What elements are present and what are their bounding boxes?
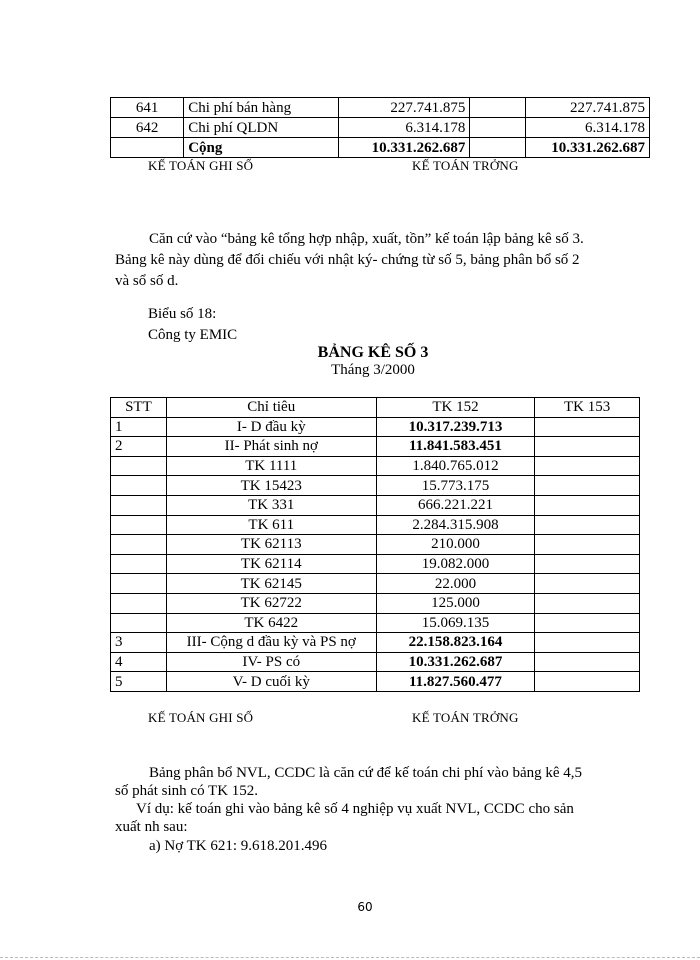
chi-tieu-cell: TK 62722 xyxy=(166,593,376,613)
table-header-row xyxy=(111,398,640,418)
stt-cell xyxy=(111,613,167,633)
chi-tieu-cell: IV- PS có xyxy=(166,652,376,672)
stt-cell xyxy=(111,574,167,594)
total-cell: 10.331.262.687 xyxy=(525,138,649,158)
chi-tieu-cell: TK 62145 xyxy=(166,574,376,594)
table-row xyxy=(111,118,650,138)
tk152-cell: 22.000 xyxy=(376,574,535,594)
paragraph-line: a) Nợ TK 621: 9.618.201.496 xyxy=(149,838,328,854)
chi-tieu-cell: TK 62114 xyxy=(166,554,376,574)
chi-tieu-cell: III- Cộng d đầu kỳ và PS nợ xyxy=(166,633,376,653)
amount-cell: 6.314.178 xyxy=(339,118,470,138)
tk152-cell: 15.069.135 xyxy=(376,613,535,633)
empty-cell xyxy=(470,118,525,138)
tk152-cell: 19.082.000 xyxy=(376,554,535,574)
tk152-cell: 1.840.765.012 xyxy=(376,456,535,476)
chi-tieu-cell: TK 6422 xyxy=(166,613,376,633)
tk152-cell: 2.284.315.908 xyxy=(376,515,535,535)
paragraph-line: Bảng kê này dùng để đối chiếu với nhật ký- chứng từ số 5, bảng phân bổ số 2 xyxy=(115,252,580,268)
stt-cell: 1 xyxy=(111,417,167,437)
report-title: BẢNG KÊ SỐ 3 xyxy=(317,344,429,361)
tk153-cell xyxy=(535,456,640,476)
account-name: Chi phí bán hàng xyxy=(184,98,339,118)
chi-tieu-cell: I- D đầu kỳ xyxy=(166,417,376,437)
tk153-cell xyxy=(535,652,640,672)
account-code: 641 xyxy=(111,98,184,118)
header-tk152: TK 152 xyxy=(376,398,535,418)
tk153-cell xyxy=(535,476,640,496)
stt-cell: 2 xyxy=(111,437,167,457)
signature-bookkeeper: KẾ TOÁN GHI SỔ xyxy=(148,158,254,173)
chi-tieu-cell: TK 611 xyxy=(166,515,376,535)
table-row xyxy=(111,593,640,613)
form-number-label: Biểu số 18: xyxy=(148,306,217,322)
tk153-cell xyxy=(535,437,640,457)
table-row xyxy=(111,613,640,633)
tk152-cell: 10.331.262.687 xyxy=(376,652,535,672)
tk152-cell: 15.773.175 xyxy=(376,476,535,496)
tk152-cell: 210.000 xyxy=(376,535,535,555)
table-row xyxy=(111,495,640,515)
paragraph-line: và sổ số d. xyxy=(115,273,179,289)
total-cell: 6.314.178 xyxy=(525,118,649,138)
page-number: 60 xyxy=(357,900,373,914)
table-row xyxy=(111,574,640,594)
chi-tieu-cell: TK 15423 xyxy=(166,476,376,496)
tk152-cell: 22.158.823.164 xyxy=(376,633,535,653)
paragraph-line: Căn cứ vào “bảng kê tổng hợp nhập, xuất, tồn” kế toán lập bảng kê số 3. xyxy=(149,231,584,247)
stt-cell xyxy=(111,515,167,535)
empty-cell xyxy=(470,98,525,118)
tk153-cell xyxy=(535,574,640,594)
tk152-cell: 125.000 xyxy=(376,593,535,613)
stt-cell xyxy=(111,456,167,476)
tk152-cell: 10.317.239.713 xyxy=(376,417,535,437)
page-bottom-divider xyxy=(0,957,700,958)
stt-cell xyxy=(111,535,167,555)
company-name: Công ty EMIC xyxy=(148,327,238,343)
stt-cell: 4 xyxy=(111,652,167,672)
stt-cell xyxy=(111,554,167,574)
amount-cell: 10.331.262.687 xyxy=(339,138,470,158)
tk152-cell: 11.827.560.477 xyxy=(376,672,535,692)
signature-chief-accountant: KẾ TOÁN TRỞNG xyxy=(412,158,519,173)
stt-cell xyxy=(111,476,167,496)
chi-tieu-cell: TK 331 xyxy=(166,495,376,515)
signature-bookkeeper: KẾ TOÁN GHI SỔ xyxy=(148,710,254,725)
tk153-cell xyxy=(535,515,640,535)
table-row xyxy=(111,437,640,457)
table-row xyxy=(111,672,640,692)
report-subtitle: Tháng 3/2000 xyxy=(331,362,415,378)
table-row xyxy=(111,98,650,118)
chi-tieu-cell: TK 1111 xyxy=(166,456,376,476)
tk153-cell xyxy=(535,593,640,613)
tk152-cell: 11.841.583.451 xyxy=(376,437,535,457)
amount-cell: 227.741.875 xyxy=(339,98,470,118)
paragraph-line: số phát sinh có TK 152. xyxy=(115,783,259,799)
table-row xyxy=(111,417,640,437)
tk152-cell: 666.221.221 xyxy=(376,495,535,515)
account-code xyxy=(111,138,184,158)
table-row xyxy=(111,476,640,496)
paragraph-line: xuất nh sau: xyxy=(115,819,188,835)
header-stt: STT xyxy=(111,398,167,418)
table-row xyxy=(111,554,640,574)
tk153-cell xyxy=(535,633,640,653)
table-row xyxy=(111,515,640,535)
stt-cell xyxy=(111,495,167,515)
table-row xyxy=(111,535,640,555)
stt-cell: 3 xyxy=(111,633,167,653)
tk153-cell xyxy=(535,417,640,437)
chi-tieu-cell: TK 62113 xyxy=(166,535,376,555)
stt-cell: 5 xyxy=(111,672,167,692)
tk153-cell xyxy=(535,495,640,515)
header-tk153: TK 153 xyxy=(535,398,640,418)
empty-cell xyxy=(470,138,525,158)
signature-chief-accountant: KẾ TOÁN TRỞNG xyxy=(412,710,519,725)
stt-cell xyxy=(111,593,167,613)
header-chi-tieu: Chỉ tiêu xyxy=(166,398,376,418)
tk153-cell xyxy=(535,672,640,692)
account-code: 642 xyxy=(111,118,184,138)
tk153-cell xyxy=(535,535,640,555)
tk153-cell xyxy=(535,554,640,574)
paragraph-line: Ví dụ: kế toán ghi vào bảng kê số 4 nghiệp vụ xuất NVL, CCDC cho sản xyxy=(136,801,574,817)
tk153-cell xyxy=(535,613,640,633)
table-row-total xyxy=(111,138,650,158)
chi-tieu-cell: II- Phát sinh nợ xyxy=(166,437,376,457)
inventory-table xyxy=(110,397,640,692)
account-name: Cộng xyxy=(184,138,339,158)
table-row xyxy=(111,652,640,672)
chi-tieu-cell: V- D cuối kỳ xyxy=(166,672,376,692)
expense-summary-table xyxy=(110,97,650,158)
paragraph-line: Bảng phân bổ NVL, CCDC là căn cứ để kế toán chi phí vào bảng kê 4,5 xyxy=(149,765,583,781)
table-row xyxy=(111,456,640,476)
total-cell: 227.741.875 xyxy=(525,98,649,118)
table-row xyxy=(111,633,640,653)
account-name: Chi phí QLDN xyxy=(184,118,339,138)
